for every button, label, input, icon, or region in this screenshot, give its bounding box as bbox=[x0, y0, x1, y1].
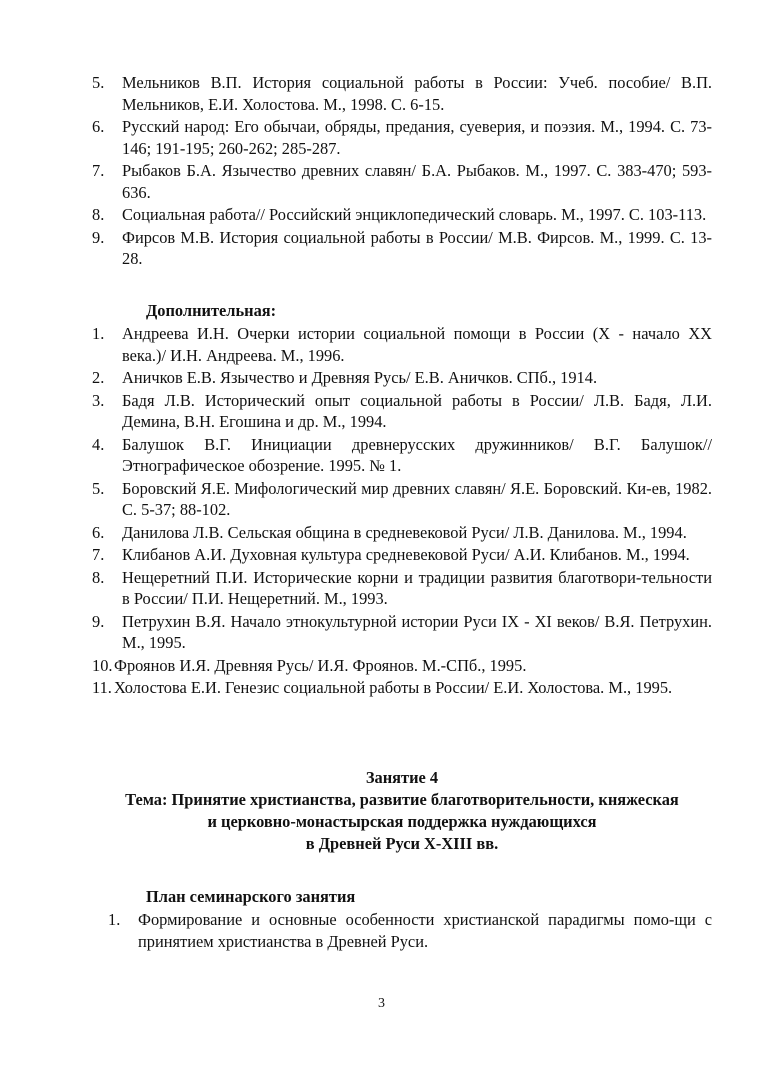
item-text: Русский народ: Его обычаи, обряды, предания, суеверия, и поэзия. М., 1994. С. 73-146; 191-195; 260-262; 285-287. bbox=[122, 117, 712, 158]
seminar-plan-heading: План семинарского занятия bbox=[146, 887, 356, 906]
item-text: Андреева И.Н. Очерки истории социальной помощи в России (X - начало XX века.)/ И.Н. Андреева. М., 1996. bbox=[122, 324, 712, 365]
topic-line-1: Тема: Принятие христианства, развитие благотворительности, княжеская bbox=[125, 790, 679, 809]
item-text: Петрухин В.Я. Начало этнокультурной истории Руси IX - XI веков/ В.Я. Петрухин. М., 1995. bbox=[122, 611, 712, 652]
main-literature-list bbox=[92, 72, 712, 271]
item-number: 1. bbox=[108, 910, 121, 929]
item-number: 9. bbox=[92, 611, 105, 631]
list-item bbox=[92, 522, 712, 544]
item-number: 2. bbox=[92, 368, 105, 387]
page-number: 3 bbox=[378, 996, 385, 1011]
item-number: 7. bbox=[92, 545, 105, 564]
lesson-title: Занятие 4 bbox=[365, 768, 439, 787]
item-text: Фроянов И.Я. Древняя Русь/ И.Я. Фроянов. М.-СПб., 1995. bbox=[114, 655, 527, 675]
list-item bbox=[92, 655, 712, 677]
item-text: Данилова Л.В. Сельская община в средневековой Руси/ Л.В. Данилова. М., 1994. bbox=[122, 522, 687, 542]
list-item bbox=[92, 478, 712, 521]
list-item bbox=[92, 227, 712, 270]
topic-line-2: и церковно-монастырская поддержка нуждающихся bbox=[207, 812, 597, 831]
item-text: Боровский Я.Е. Мифологический мир древних славян/ Я.Е. Боровский. Ки-ев, 1982. С. 5-37; 88-102. bbox=[122, 478, 712, 519]
item-number: 8. bbox=[92, 567, 105, 587]
item-number: 5. bbox=[92, 73, 105, 92]
item-text: Аничков Е.В. Язычество и Древняя Русь/ Е.В. Аничков. СПб., 1914. bbox=[122, 368, 598, 387]
seminar-plan-list bbox=[108, 909, 712, 953]
item-text: Формирование и основные особенности христианской парадигмы помо-щи с принятием христианства в Древней Руси. bbox=[138, 910, 712, 951]
item-number: 6. bbox=[92, 522, 105, 542]
list-item bbox=[92, 544, 712, 566]
additional-literature-heading: Дополнительная: bbox=[146, 301, 277, 320]
item-number: 8. bbox=[92, 205, 105, 224]
item-text: Балушок В.Г. Инициации древнерусских дружинников/ В.Г. Балушок// Этнографическое обозрение. 1995. № 1. bbox=[122, 434, 712, 475]
list-item bbox=[108, 909, 712, 952]
list-item bbox=[92, 677, 712, 699]
item-number: 10. bbox=[92, 655, 113, 675]
item-number: 9. bbox=[92, 227, 105, 247]
list-item bbox=[92, 567, 712, 610]
list-item bbox=[92, 116, 712, 159]
item-number: 1. bbox=[92, 324, 105, 343]
lesson-topic-block bbox=[92, 767, 712, 855]
item-text: Мельников В.П. История социальной работы в России: Учеб. пособие/ В.П. Мельников, Е.И. Холостова. М., 1998. С. 6-15. bbox=[122, 73, 712, 114]
item-number: 11. bbox=[92, 678, 112, 697]
item-text: Социальная работа// Российский энциклопедический словарь. М., 1997. С. 103-113. bbox=[122, 205, 707, 224]
list-item bbox=[92, 434, 712, 477]
item-text: Нещеретний П.И. Исторические корни и традиции развития благотвори-тельности в России/ П.И. Нещеретний. М., 1993. bbox=[122, 567, 712, 608]
item-text: Фирсов М.В. История социальной работы в России/ М.В. Фирсов. М., 1999. С. 13-28. bbox=[122, 227, 712, 268]
item-text: Рыбаков Б.А. Язычество древних славян/ Б.А. Рыбаков. М., 1997. С. 383-470; 593-636. bbox=[122, 161, 712, 202]
list-item bbox=[92, 72, 712, 115]
list-item bbox=[92, 390, 712, 433]
item-number: 3. bbox=[92, 390, 105, 410]
list-item bbox=[92, 323, 712, 366]
list-item bbox=[92, 367, 712, 389]
list-item bbox=[92, 204, 712, 226]
item-number: 6. bbox=[92, 117, 105, 136]
item-number: 4. bbox=[92, 434, 105, 454]
list-item bbox=[92, 611, 712, 654]
topic-line-3: в Древней Руси X-XIII вв. bbox=[305, 834, 499, 853]
additional-literature-list bbox=[92, 323, 712, 700]
item-number: 5. bbox=[92, 478, 105, 498]
list-item bbox=[92, 160, 712, 203]
item-number: 7. bbox=[92, 161, 105, 180]
item-text: Клибанов А.И. Духовная культура средневековой Руси/ А.И. Клибанов. М., 1994. bbox=[122, 545, 690, 564]
item-text: Холостова Е.И. Генезис социальной работы в России/ Е.И. Холостова. М., 1995. bbox=[114, 678, 673, 697]
item-text: Бадя Л.В. Исторический опыт социальной работы в России/ Л.В. Бадя, Л.И. Демина, В.Н. Егошина и др. М., 1994. bbox=[122, 390, 712, 431]
